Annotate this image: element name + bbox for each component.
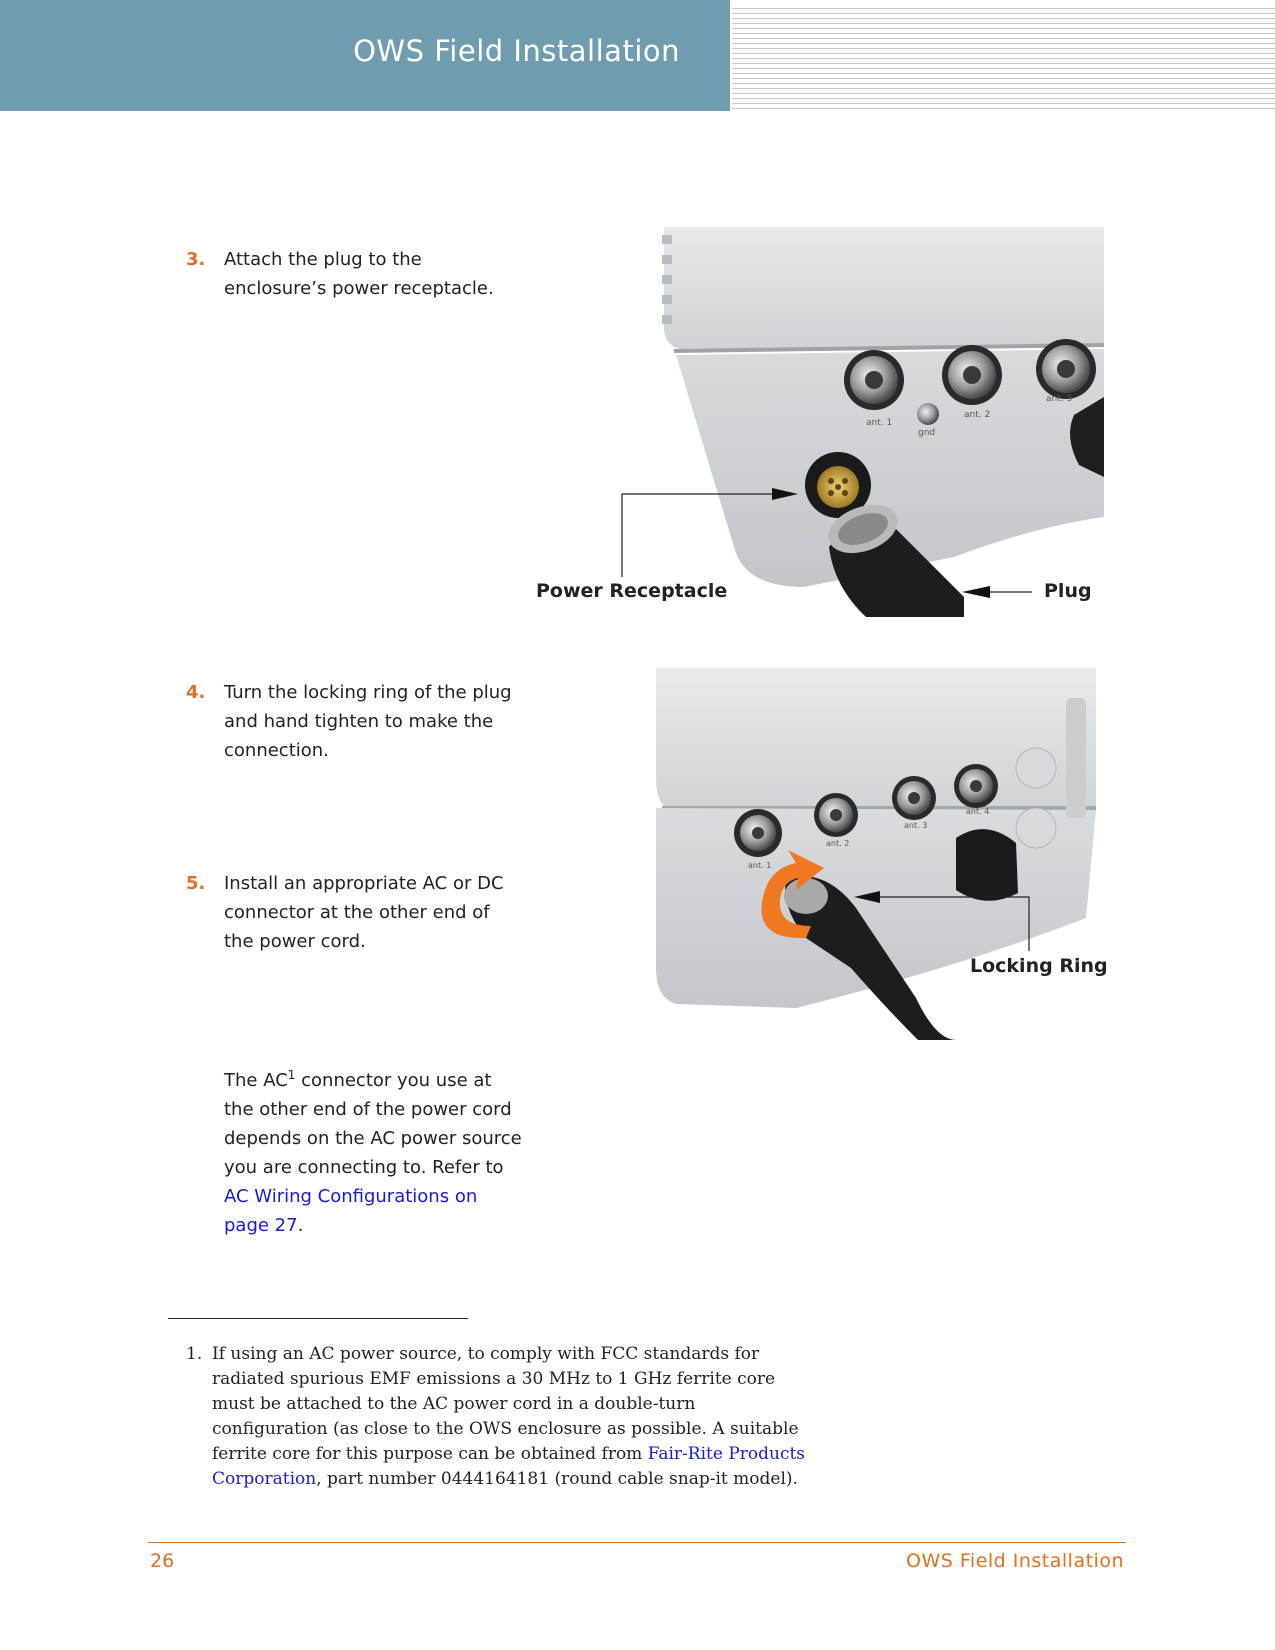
step-number: 4.: [186, 682, 206, 703]
step-text: Attach the plug to the enclosure’s power receptacle.: [224, 249, 494, 299]
arrow-locking-ring: [854, 891, 880, 903]
callout-locking-ring: Locking Ring: [970, 955, 1108, 977]
port-label: ant. 3: [1046, 394, 1073, 404]
step-5: [186, 869, 526, 956]
callout-power-receptacle: Power Receptacle: [536, 580, 728, 602]
step-text: Turn the locking ring of the plug and hand tighten to make the connection.: [224, 682, 512, 761]
port-label: ant. 3: [904, 821, 928, 830]
port-label: ant. 1: [866, 418, 893, 428]
ac-wiring-link[interactable]: AC Wiring Configurations on page 27: [224, 1186, 478, 1236]
port-label: ant. 4: [966, 807, 990, 816]
note-text: connector you use at the other end of the power cord depends on the AC power source you are connecting to. Refer to: [224, 1070, 522, 1178]
footnote-text: , part number 0444164181 (round cable snap-it model).: [316, 1469, 798, 1489]
callout-plug: Plug: [1044, 580, 1092, 602]
port-label: ant. 1: [748, 861, 772, 870]
step-text: Install an appropriate AC or DC connector at the other end of the power cord.: [224, 873, 504, 952]
footnote-rule: [168, 1318, 468, 1319]
step-number: 3.: [186, 249, 206, 270]
fair-rite-link[interactable]: Fair-Rite Products Corporation: [212, 1444, 806, 1489]
page-header-title: OWS Field Installation: [353, 34, 680, 68]
footnote-text: If using an AC power source, to comply with FCC standards for radiated spurious EMF emissions a 30 MHz to 1 GHz ferrite core must be attached to the AC power cord in a double-turn configuration (as close to the OWS enclosure as possible. A suitable ferrite core for this purpose can be obtained from: [212, 1344, 799, 1464]
footnote-ref[interactable]: 1: [287, 1068, 296, 1082]
port-label: ant. 2: [826, 839, 850, 848]
footnote-number: 1.: [186, 1344, 203, 1364]
note-text: The AC: [224, 1070, 288, 1091]
port-label: ant. 2: [964, 410, 991, 420]
note-text: .: [297, 1215, 304, 1236]
footnote: [186, 1342, 816, 1492]
ac-connector-note: [224, 1066, 524, 1240]
footer-rule: [148, 1542, 1126, 1543]
port-label: gnd: [918, 428, 936, 438]
step-number: 5.: [186, 873, 206, 894]
page-number: 26: [150, 1550, 175, 1572]
footer-title: OWS Field Installation: [906, 1550, 1124, 1572]
